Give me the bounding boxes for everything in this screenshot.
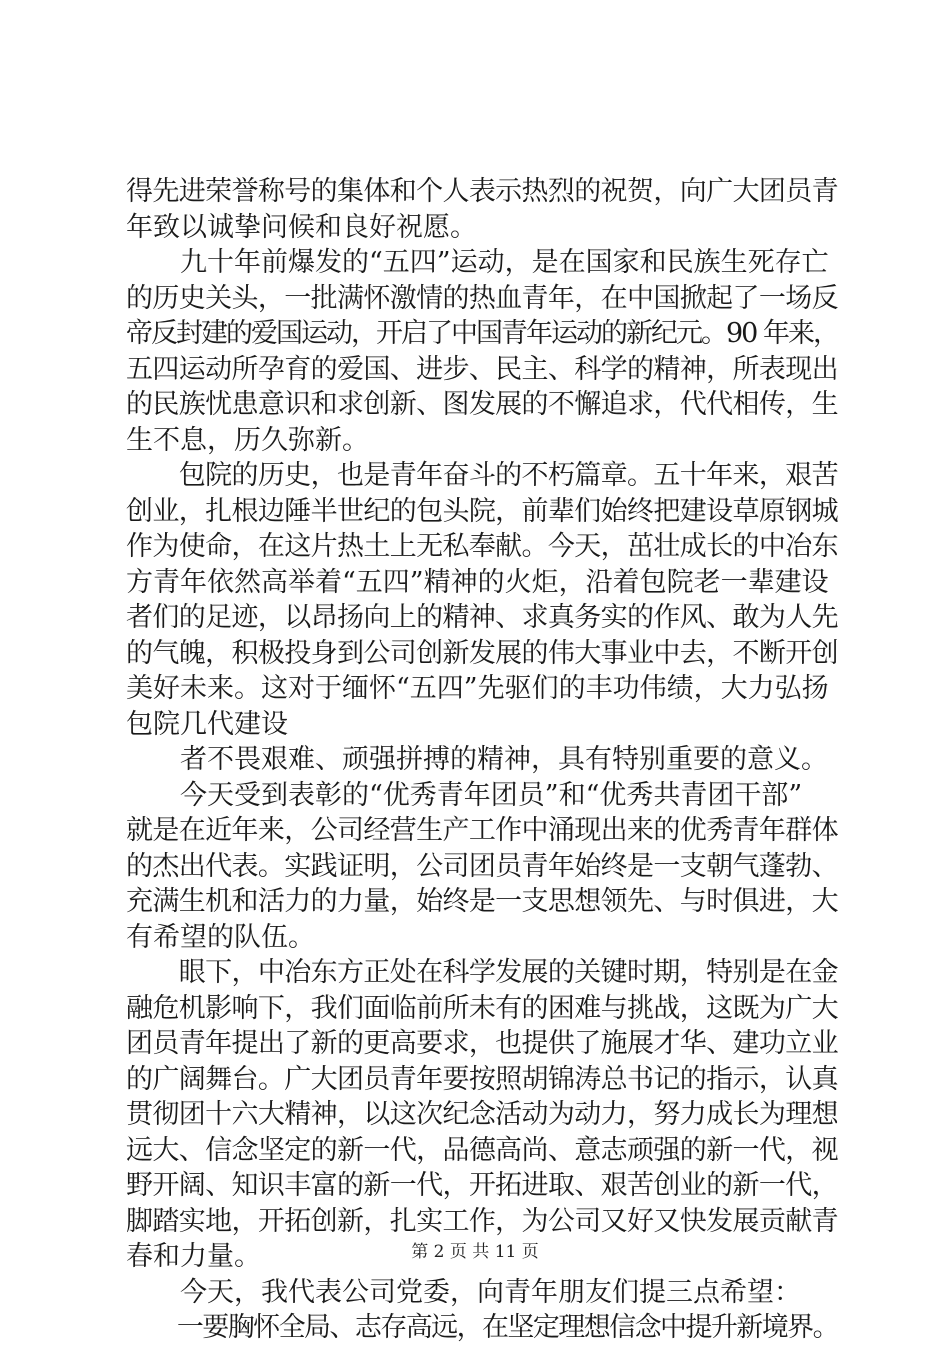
text-line: 充满生机和活力的力量，始终是一支思想领先、与时俱进，大 (126, 886, 838, 917)
text-line: 作为使命，在这片热土上无私奉献。今天，茁壮成长的中冶东 (126, 531, 838, 562)
text-line: 融危机影响下，我们面临前所未有的困难与挑战，这既为广大 (126, 992, 838, 1024)
text-line: 有希望的队伍。 (126, 921, 315, 953)
text-line: 眼下，中冶东方正处在科学发展的关键时期，特别是在金 (126, 957, 838, 988)
text-line: 者们的足迹，以昂扬向上的精神、求真务实的作风、敢为人先 (126, 602, 838, 633)
text-line: 今天，我代表公司党委，向青年朋友们提三点希望： (126, 1276, 801, 1308)
text-line: 就是在近年来，公司经营生产工作中涌现出来的优秀青年群体 (126, 815, 838, 846)
text-line: 帝反封建的爱国运动，开启了中国青年运动的新纪元。90 年来， (126, 318, 838, 349)
text-line: 一要胸怀全局、志存高远，在坚定理想信念中提升新境界。 (126, 1312, 838, 1343)
text-line: 春和力量。 (126, 1241, 261, 1272)
text-line: 得先进荣誉称号的集体和个人表示热烈的祝贺，向广大团员青 (126, 176, 838, 207)
text-line: 的广阔舞台。广大团员青年要按照胡锦涛总书记的指示，认真 (126, 1063, 838, 1095)
text-line: 团员青年提出了新的更高要求，也提供了施展才华、建功立业 (126, 1028, 838, 1059)
text-line: 九十年前爆发的“五四”运动，是在国家和民族生死存亡 (126, 247, 829, 278)
text-line: 的杰出代表。实践证明，公司团员青年始终是一支朝气蓬勃、 (126, 850, 838, 882)
text-line: 包院几代建设 (126, 708, 288, 740)
text-line: 的历史关头，一批满怀激情的热血青年，在中国掀起了一场反 (126, 282, 838, 314)
text-line: 生不息，历久弥新。 (126, 424, 369, 456)
text-line: 方青年依然高举着“五四”精神的火炬，沿着包院老一辈建设 (126, 566, 829, 598)
text-line: 五四运动所孕育的爱国、进步、民主、科学的精神，所表现出 (126, 353, 838, 385)
text-line: 创业，扎根边陲半世纪的包头院，前辈们始终把建设草原钢城 (126, 495, 838, 527)
text-line: 远大、信念坚定的新一代，品德高尚、意志顽强的新一代，视 (126, 1134, 838, 1166)
text-line: 脚踏实地，开拓创新，扎实工作，为公司又好又快发展贡献青 (126, 1205, 838, 1237)
document-body (126, 174, 836, 1346)
text-line: 野开阔、知识丰富的新一代，开拓进取、艰苦创业的新一代， (126, 1170, 838, 1201)
text-line: 的气魄，积极投身到公司创新发展的伟大事业中去，不断开创 (126, 637, 838, 669)
page-footer: 第 2 页 共 11 页 (411, 1242, 539, 1262)
text-line: 年致以诚挚问候和良好祝愿。 (126, 211, 477, 243)
text-line: 今天受到表彰的“优秀青年团员”和“优秀共青团干部” (126, 779, 803, 811)
text-line: 贯彻团十六大精神，以这次纪念活动为动力，努力成长为理想 (126, 1099, 838, 1130)
text-line: 包院的历史，也是青年奋斗的不朽篇章。五十年来，艰苦 (126, 460, 838, 491)
text-line: 美好未来。这对于缅怀“五四”先驱们的丰功伟绩，大力弘扬 (126, 673, 829, 704)
text-line: 的民族忧患意识和求创新、图发展的不懈追求，代代相传，生 (126, 389, 838, 420)
text-line: 者不畏艰难、顽强拼搏的精神，具有特别重要的意义。 (126, 744, 828, 775)
